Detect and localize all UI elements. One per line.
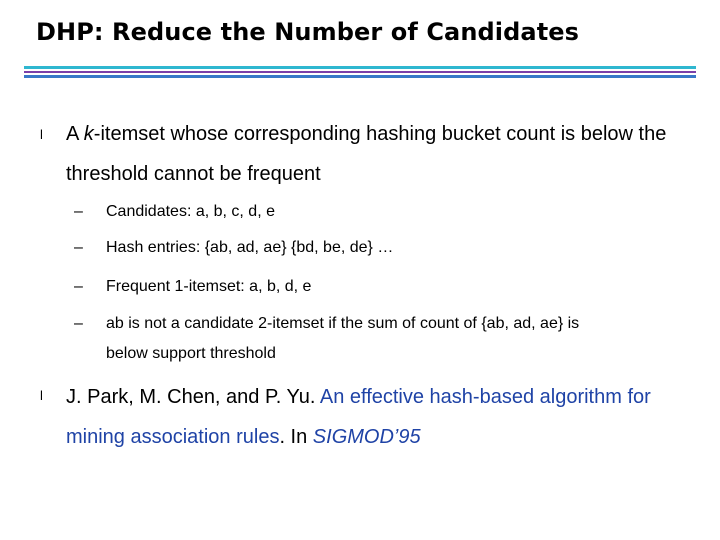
point-2-citation	[66, 377, 706, 457]
point-1-text-a: A	[66, 123, 84, 145]
subpoint-ab-not-candidate: ab is not a candidate 2-itemset if the sum of count of {ab, ad, ae} is	[106, 315, 580, 332]
subpoint-hash-entries: Hash entries: {ab, ad, ae} {bd, be, de} …	[106, 239, 394, 256]
citation-authors: J. Park, M. Chen, and P. Yu.	[66, 386, 320, 408]
slide-title: DHP: Reduce the Number of Candidates	[36, 18, 580, 46]
title-rule-purple	[24, 71, 696, 73]
subpoint-frequent-1-itemset: Frequent 1-itemset: a, b, d, e	[106, 278, 312, 295]
dash-icon: –	[74, 315, 83, 332]
point-1-k: k	[83, 123, 94, 145]
subpoint-candidates: Candidates: a, b, c, d, e	[106, 203, 275, 220]
dash-icon: –	[74, 239, 83, 256]
citation-paper-title: An effective hash-based algorithm for mining association rules	[66, 386, 651, 448]
dash-icon: –	[74, 278, 83, 295]
citation-in: . In	[279, 426, 313, 448]
dash-icon: –	[74, 203, 83, 220]
bullet-icon: l	[40, 388, 43, 403]
title-rule-blue	[24, 75, 696, 78]
bullet-icon: l	[40, 127, 43, 142]
point-1-text-b: -itemset whose corresponding hashing bucket count is below the threshold cannot be frequent	[66, 123, 667, 185]
citation-venue: SIGMOD’95	[312, 426, 421, 448]
subpoint-ab-not-candidate-continued: below support threshold	[106, 345, 276, 362]
point-1-text	[66, 114, 706, 194]
title-rule-cyan	[24, 66, 696, 69]
